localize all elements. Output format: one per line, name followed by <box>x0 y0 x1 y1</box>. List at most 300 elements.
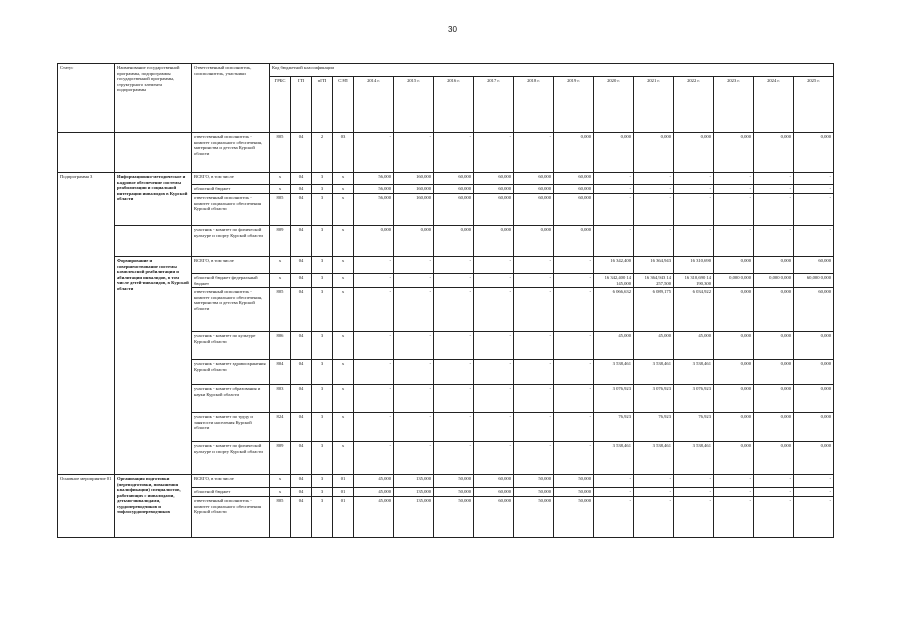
grbs-cell: 803 <box>270 385 291 413</box>
table-row <box>58 226 834 257</box>
value-cell: - <box>634 185 674 194</box>
value-cell: - <box>594 226 634 257</box>
value-cell: 60,000 <box>794 257 834 274</box>
value-cell: 60,000 <box>474 194 514 226</box>
value-cell: - <box>434 274 474 288</box>
name-cell: Формирование и совершенствование системы комплексной реабилитации и абилитации инвалидов, в том числе детей-инвалидов, в Курской области <box>115 257 192 475</box>
value-cell: - <box>514 442 554 475</box>
value-cell: - <box>554 360 594 385</box>
pgp-cell: 3 <box>312 442 333 475</box>
value-cell: 0,000 <box>594 133 634 173</box>
value-cell: - <box>354 257 394 274</box>
pgp-cell: 3 <box>312 288 333 332</box>
value-cell: - <box>714 185 754 194</box>
value-cell: - <box>354 274 394 288</box>
grbs-cell: 806 <box>270 332 291 360</box>
status-cell: Подпрограмма 3 <box>58 173 115 475</box>
value-cell: 0,000 <box>754 257 794 274</box>
executor-cell: ВСЕГО, в том числе <box>192 475 270 488</box>
value-cell: 45,000 <box>634 332 674 360</box>
gp-cell: 04 <box>291 360 312 385</box>
value-cell: 0,000 <box>554 226 594 257</box>
szp-cell: 01 <box>333 497 354 538</box>
value-cell: - <box>354 288 394 332</box>
gp-cell: 04 <box>291 385 312 413</box>
header-year: 2015 г. <box>394 77 434 133</box>
header-year: 2019 г. <box>554 77 594 133</box>
grbs-cell: x <box>270 488 291 497</box>
header-year: 2017 г. <box>474 77 514 133</box>
gp-cell: 04 <box>291 475 312 488</box>
value-cell: - <box>634 226 674 257</box>
grbs-cell: 805 <box>270 497 291 538</box>
executor-cell: ответственный исполнитель - комитет социального обеспечения Курской области <box>192 497 270 538</box>
value-cell: 0,000 <box>754 413 794 442</box>
value-cell: 45,000 <box>594 332 634 360</box>
header-year: 2022 г. <box>674 77 714 133</box>
value-cell: 0,000 <box>554 133 594 173</box>
value-cell: - <box>754 488 794 497</box>
header-szp: СЭП <box>333 77 354 133</box>
value-cell: - <box>674 497 714 538</box>
grbs-cell: x <box>270 185 291 194</box>
gp-cell: 04 <box>291 226 312 257</box>
pgp-cell: 2 <box>312 133 333 173</box>
executor-cell: областной бюджет <box>192 185 270 194</box>
executor-cell: областной бюджет <box>192 488 270 497</box>
value-cell: - <box>394 288 434 332</box>
header-year: 2023 г. <box>714 77 754 133</box>
value-cell: - <box>474 133 514 173</box>
gp-cell: 04 <box>291 488 312 497</box>
value-cell: - <box>514 133 554 173</box>
pgp-cell: 3 <box>312 257 333 274</box>
value-cell: 0,000 0,000 <box>754 274 794 288</box>
table-row <box>58 475 834 488</box>
grbs-cell: 809 <box>270 442 291 475</box>
value-cell: 0,000 0,000 <box>714 274 754 288</box>
table-body <box>58 133 834 538</box>
value-cell: - <box>394 442 434 475</box>
pgp-cell: 3 <box>312 226 333 257</box>
header-grbs: ГРБС <box>270 77 291 133</box>
value-cell: - <box>434 360 474 385</box>
value-cell: 0,000 <box>474 226 514 257</box>
value-cell: - <box>674 475 714 488</box>
szp-cell: x <box>333 173 354 185</box>
header-year: 2018 г. <box>514 77 554 133</box>
value-cell: - <box>514 360 554 385</box>
grbs-cell: 805 <box>270 194 291 226</box>
executor-cell: участник - комитет по физической культуре и спорту Курской области <box>192 226 270 257</box>
pgp-cell: 3 <box>312 274 333 288</box>
value-cell: 0,000 <box>794 413 834 442</box>
executor-cell: ответственный исполнитель - комитет социального обеспечения, материнства и детства Курской области <box>192 288 270 332</box>
value-cell: 3 538,461 <box>674 360 714 385</box>
szp-cell: x <box>333 442 354 475</box>
gp-cell: 04 <box>291 274 312 288</box>
value-cell: 0,000 <box>714 442 754 475</box>
value-cell: 60,000 <box>514 194 554 226</box>
value-cell: - <box>514 413 554 442</box>
value-cell: 16 342,400 14 145,000 <box>594 274 634 288</box>
value-cell: - <box>514 257 554 274</box>
value-cell: - <box>794 185 834 194</box>
value-cell: 50,000 <box>434 488 474 497</box>
value-cell: 3 538,461 <box>594 360 634 385</box>
value-cell: - <box>794 488 834 497</box>
value-cell: 0,000 <box>394 226 434 257</box>
pgp-cell: 3 <box>312 173 333 185</box>
value-cell: - <box>474 274 514 288</box>
value-cell: 135,000 <box>394 475 434 488</box>
value-cell: 3 076,923 <box>634 385 674 413</box>
gp-cell: 04 <box>291 413 312 442</box>
pgp-cell: 3 <box>312 488 333 497</box>
value-cell: 60,000 0,000 <box>794 274 834 288</box>
value-cell: 0,000 <box>354 226 394 257</box>
header-gp: ГП <box>291 77 312 133</box>
value-cell: 45,000 <box>354 488 394 497</box>
value-cell: 50,000 <box>434 475 474 488</box>
value-cell: - <box>714 475 754 488</box>
name-cell <box>115 226 192 257</box>
value-cell: - <box>474 257 514 274</box>
budget-table <box>57 63 834 538</box>
value-cell: 60,000 <box>474 475 514 488</box>
szp-cell: 03 <box>333 133 354 173</box>
value-cell: 45,000 <box>354 475 394 488</box>
executor-cell: ответственный исполнитель - комитет социального обеспечения Курской области <box>192 194 270 226</box>
value-cell: - <box>514 288 554 332</box>
value-cell: - <box>394 360 434 385</box>
executor-cell: участник - комитет по культуре Курской области <box>192 332 270 360</box>
value-cell: - <box>754 185 794 194</box>
value-cell: - <box>514 274 554 288</box>
value-cell: - <box>434 257 474 274</box>
page-number: 30 <box>448 25 457 34</box>
gp-cell: 04 <box>291 185 312 194</box>
value-cell: 60,000 <box>474 185 514 194</box>
executor-cell: ВСЕГО, в том числе <box>192 173 270 185</box>
grbs-cell: 805 <box>270 133 291 173</box>
executor-cell: ответственный исполнитель - комитет социального обеспечения, материнства и детства Курской области <box>192 133 270 173</box>
value-cell: - <box>514 385 554 413</box>
value-cell: 0,000 <box>794 442 834 475</box>
executor-cell: ВСЕГО, в том числе <box>192 257 270 274</box>
value-cell: - <box>554 385 594 413</box>
value-cell: - <box>594 185 634 194</box>
value-cell: 60,000 <box>434 173 474 185</box>
header-executor: Ответственный исполнитель, соисполнитель, участники <box>192 64 270 133</box>
value-cell: - <box>594 488 634 497</box>
value-cell: 60,000 <box>554 194 594 226</box>
value-cell: - <box>674 226 714 257</box>
status-cell <box>58 133 115 173</box>
szp-cell: x <box>333 360 354 385</box>
value-cell: - <box>434 332 474 360</box>
value-cell: - <box>794 226 834 257</box>
header-name: Наименование государственной программы, подпрограммы государственной программы, структурного элемента подпрограммы <box>115 64 192 133</box>
value-cell: 3 538,461 <box>634 360 674 385</box>
value-cell: 16 310,690 <box>674 257 714 274</box>
value-cell: - <box>554 274 594 288</box>
value-cell: 3 076,923 <box>674 385 714 413</box>
value-cell: - <box>434 442 474 475</box>
value-cell: - <box>634 497 674 538</box>
pgp-cell: 3 <box>312 194 333 226</box>
value-cell: - <box>554 288 594 332</box>
value-cell: 3 538,461 <box>634 442 674 475</box>
value-cell: 45,000 <box>674 332 714 360</box>
header-year: 2024 г. <box>754 77 794 133</box>
value-cell: 60,000 <box>434 194 474 226</box>
value-cell: - <box>754 173 794 185</box>
executor-cell: областной бюджет федеральный бюджет <box>192 274 270 288</box>
value-cell: 56,000 <box>354 173 394 185</box>
value-cell: 0,000 <box>794 133 834 173</box>
value-cell: - <box>394 385 434 413</box>
pgp-cell: 3 <box>312 497 333 538</box>
gp-cell: 04 <box>291 194 312 226</box>
grbs-cell: 824 <box>270 413 291 442</box>
value-cell: 60,000 <box>514 185 554 194</box>
grbs-cell: 804 <box>270 360 291 385</box>
value-cell: 76,923 <box>674 413 714 442</box>
value-cell: - <box>674 185 714 194</box>
value-cell: - <box>434 413 474 442</box>
header-year: 2025 г. <box>794 77 834 133</box>
value-cell: - <box>434 288 474 332</box>
pgp-cell: 3 <box>312 360 333 385</box>
value-cell: 0,000 <box>794 332 834 360</box>
gp-cell: 04 <box>291 497 312 538</box>
szp-cell: x <box>333 257 354 274</box>
value-cell: - <box>754 194 794 226</box>
grbs-cell: 809 <box>270 226 291 257</box>
value-cell: 0,000 <box>634 133 674 173</box>
value-cell: - <box>594 497 634 538</box>
name-cell: Информационно-методическое и кадровое обеспечение системы реабилитации и социальной интеграции инвалидов в Курской области <box>115 173 192 226</box>
header-codes: Код бюджетной классификации <box>270 64 834 77</box>
value-cell: 0,000 <box>714 133 754 173</box>
name-cell <box>115 133 192 173</box>
value-cell: 16 342,400 <box>594 257 634 274</box>
value-cell: 135,000 <box>394 497 434 538</box>
szp-cell: 01 <box>333 475 354 488</box>
value-cell: 16 364,943 14 257,500 <box>634 274 674 288</box>
executor-cell: участник - комитет по труду и занятости населения Курской области <box>192 413 270 442</box>
executor-cell: участник - комитет по физической культуре и спорту Курской области <box>192 442 270 475</box>
header-year: 2020 г. <box>594 77 634 133</box>
gp-cell: 04 <box>291 442 312 475</box>
value-cell: 56,000 <box>354 185 394 194</box>
value-cell: - <box>354 133 394 173</box>
gp-cell: 04 <box>291 173 312 185</box>
gp-cell: 04 <box>291 288 312 332</box>
value-cell: - <box>634 488 674 497</box>
value-cell: 60,000 <box>514 173 554 185</box>
value-cell: 50,000 <box>514 475 554 488</box>
szp-cell: x <box>333 288 354 332</box>
value-cell: - <box>754 226 794 257</box>
value-cell: 0,000 <box>714 257 754 274</box>
value-cell: 60,000 <box>794 288 834 332</box>
status-cell: Основное мероприятие 01 <box>58 475 115 538</box>
pgp-cell: 3 <box>312 475 333 488</box>
value-cell: - <box>594 173 634 185</box>
szp-cell: x <box>333 185 354 194</box>
gp-cell: 04 <box>291 133 312 173</box>
value-cell: 50,000 <box>514 488 554 497</box>
value-cell: - <box>394 274 434 288</box>
value-cell: - <box>554 332 594 360</box>
value-cell: - <box>394 413 434 442</box>
value-cell: - <box>474 360 514 385</box>
value-cell: 3 538,461 <box>674 442 714 475</box>
value-cell: - <box>554 257 594 274</box>
table-row <box>58 133 834 173</box>
value-cell: 45,000 <box>354 497 394 538</box>
szp-cell: x <box>333 385 354 413</box>
szp-cell: x <box>333 332 354 360</box>
pgp-cell: 3 <box>312 413 333 442</box>
value-cell: - <box>674 194 714 226</box>
value-cell: - <box>354 442 394 475</box>
value-cell: - <box>714 497 754 538</box>
value-cell: 56,000 <box>354 194 394 226</box>
value-cell: - <box>434 133 474 173</box>
value-cell: - <box>754 497 794 538</box>
value-cell: - <box>794 497 834 538</box>
value-cell: - <box>514 332 554 360</box>
value-cell: 3 076,923 <box>594 385 634 413</box>
value-cell: 0,000 <box>514 226 554 257</box>
value-cell: 0,000 <box>754 133 794 173</box>
value-cell: 0,000 <box>794 360 834 385</box>
value-cell: - <box>474 442 514 475</box>
value-cell: 16 364,943 <box>634 257 674 274</box>
executor-cell: участник - комитет здравоохранения Курской области <box>192 360 270 385</box>
szp-cell: 01 <box>333 488 354 497</box>
value-cell: 0,000 <box>434 226 474 257</box>
value-cell: 60,000 <box>554 173 594 185</box>
gp-cell: 04 <box>291 257 312 274</box>
value-cell: - <box>474 332 514 360</box>
value-cell: - <box>354 332 394 360</box>
grbs-cell: 805 <box>270 288 291 332</box>
value-cell: - <box>794 475 834 488</box>
value-cell: 60,000 <box>474 173 514 185</box>
grbs-cell: x <box>270 173 291 185</box>
value-cell: - <box>714 226 754 257</box>
value-cell: 6 089,175 <box>634 288 674 332</box>
value-cell: 0,000 <box>754 360 794 385</box>
value-cell: 76,923 <box>634 413 674 442</box>
pgp-cell: 3 <box>312 332 333 360</box>
value-cell: - <box>354 360 394 385</box>
grbs-cell: x <box>270 475 291 488</box>
value-cell: - <box>354 385 394 413</box>
header-year: 2021 г. <box>634 77 674 133</box>
value-cell: - <box>474 413 514 442</box>
value-cell: 160,000 <box>394 173 434 185</box>
value-cell: - <box>474 385 514 413</box>
value-cell: 160,000 <box>394 185 434 194</box>
value-cell: - <box>634 173 674 185</box>
value-cell: 16 310,690 14 190,300 <box>674 274 714 288</box>
value-cell: 0,000 <box>754 385 794 413</box>
value-cell: 0,000 <box>674 133 714 173</box>
pgp-cell: 3 <box>312 185 333 194</box>
value-cell: - <box>594 194 634 226</box>
value-cell: 50,000 <box>554 497 594 538</box>
value-cell: - <box>394 257 434 274</box>
header-year: 2014 г. <box>354 77 394 133</box>
value-cell: 60,000 <box>554 185 594 194</box>
value-cell: 60,000 <box>474 497 514 538</box>
name-cell: Организация подготовки (переподготовки, повышения квалификации) специалистов, работающих с инвалидами, детьми-инвалидами, сурдопереводчиков и тифлосурдопереводчиков <box>115 475 192 538</box>
value-cell: - <box>754 475 794 488</box>
value-cell: 60,000 <box>474 488 514 497</box>
value-cell: 50,000 <box>554 488 594 497</box>
grbs-cell: x <box>270 257 291 274</box>
value-cell: - <box>794 194 834 226</box>
value-cell: 3 538,461 <box>594 442 634 475</box>
value-cell: 60,000 <box>434 185 474 194</box>
value-cell: - <box>394 332 434 360</box>
table-row <box>58 173 834 185</box>
value-cell: 0,000 <box>754 288 794 332</box>
value-cell: 0,000 <box>714 360 754 385</box>
value-cell: 0,000 <box>794 385 834 413</box>
szp-cell: x <box>333 226 354 257</box>
szp-cell: x <box>333 194 354 226</box>
value-cell: 0,000 <box>714 288 754 332</box>
value-cell: 50,000 <box>434 497 474 538</box>
value-cell: - <box>794 173 834 185</box>
value-cell: - <box>354 413 394 442</box>
value-cell: 0,000 <box>754 332 794 360</box>
value-cell: - <box>714 194 754 226</box>
table-row <box>58 257 834 274</box>
value-cell: 6 034,922 <box>674 288 714 332</box>
value-cell: - <box>634 194 674 226</box>
header-year: 2016 г. <box>434 77 474 133</box>
header-status: Статус <box>58 64 115 133</box>
value-cell: 135,000 <box>394 488 434 497</box>
value-cell: - <box>474 288 514 332</box>
value-cell: - <box>674 173 714 185</box>
value-cell: - <box>394 133 434 173</box>
szp-cell: x <box>333 274 354 288</box>
value-cell: 50,000 <box>554 475 594 488</box>
value-cell: - <box>674 488 714 497</box>
szp-cell: x <box>333 413 354 442</box>
value-cell: 0,000 <box>714 332 754 360</box>
value-cell: - <box>554 413 594 442</box>
value-cell: - <box>434 385 474 413</box>
value-cell: - <box>594 475 634 488</box>
grbs-cell: x <box>270 274 291 288</box>
value-cell: 0,000 <box>714 413 754 442</box>
gp-cell: 04 <box>291 332 312 360</box>
value-cell: - <box>714 488 754 497</box>
executor-cell: участник - комитет образования и науки Курской области <box>192 385 270 413</box>
value-cell: - <box>634 475 674 488</box>
value-cell: - <box>714 173 754 185</box>
value-cell: 0,000 <box>754 442 794 475</box>
